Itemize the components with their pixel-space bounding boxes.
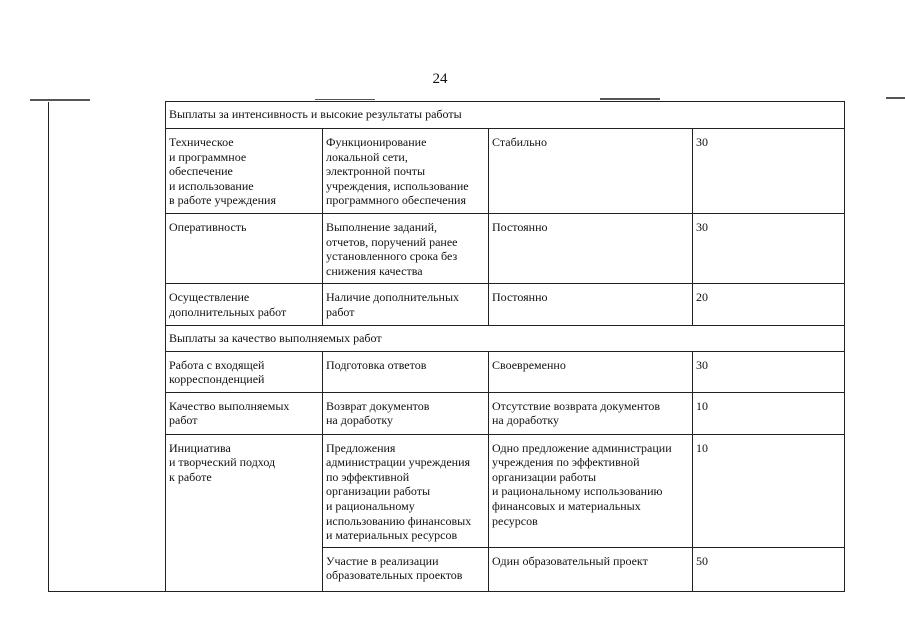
condition-cell: Стабильно xyxy=(489,129,693,214)
section-header-row xyxy=(49,326,845,352)
score-cell: 20 xyxy=(693,284,845,326)
table-row xyxy=(49,351,845,392)
indicator-cell: Оперативность xyxy=(166,214,323,284)
scan-artifact-line xyxy=(315,99,375,100)
section-header-row xyxy=(49,102,845,129)
indicator-cell: Техническое и программное обеспечение и использование в работе учреждения xyxy=(166,129,323,214)
table-row xyxy=(49,392,845,434)
criterion-cell: Участие в реализации образовательных проектов xyxy=(323,547,489,591)
indicator-cell: Осуществление дополнительных работ xyxy=(166,284,323,326)
criterion-cell: Наличие дополнительных работ xyxy=(323,284,489,326)
score-cell: 30 xyxy=(693,351,845,392)
left-margin-cell xyxy=(49,102,166,592)
indicator-cell: Инициатива и творческий подход к работе xyxy=(166,434,323,591)
condition-cell: Постоянно xyxy=(489,284,693,326)
score-cell: 30 xyxy=(693,214,845,284)
table-row xyxy=(49,284,845,326)
section-title: Выплаты за качество выполняемых работ xyxy=(166,326,845,352)
condition-cell: Постоянно xyxy=(489,214,693,284)
indicator-cell: Качество выполняемых работ xyxy=(166,392,323,434)
criterion-cell: Функционирование локальной сети, электронной почты учреждения, использование программного обеспечения xyxy=(323,129,489,214)
table-row xyxy=(49,214,845,284)
table-row xyxy=(49,129,845,214)
payments-criteria-table xyxy=(48,101,845,592)
score-cell: 10 xyxy=(693,392,845,434)
condition-cell: Один образовательный проект xyxy=(489,547,693,591)
criterion-cell: Подготовка ответов xyxy=(323,351,489,392)
condition-cell: Отсутствие возврата документов на доработку xyxy=(489,392,693,434)
table-row xyxy=(49,434,845,547)
scan-artifact-line xyxy=(886,97,905,99)
scan-artifact-line xyxy=(600,98,660,100)
condition-cell: Своевременно xyxy=(489,351,693,392)
condition-cell: Одно предложение администрации учреждения по эффективной организации работы и рациональному использованию финансовых и материальных ресурсов xyxy=(489,434,693,547)
indicator-cell: Работа с входящей корреспонденцией xyxy=(166,351,323,392)
criterion-cell: Возврат документов на доработку xyxy=(323,392,489,434)
score-cell: 10 xyxy=(693,434,845,547)
score-cell: 30 xyxy=(693,129,845,214)
criterion-cell: Выполнение заданий, отчетов, поручений ранее установленного срока без снижения качества xyxy=(323,214,489,284)
section-title: Выплаты за интенсивность и высокие результаты работы xyxy=(166,102,845,129)
criterion-cell: Предложения администрации учреждения по эффективной организации работы и рациональному использованию финансовых и материальных ресурсов xyxy=(323,434,489,547)
page-number: 24 xyxy=(432,71,448,87)
score-cell: 50 xyxy=(693,547,845,591)
